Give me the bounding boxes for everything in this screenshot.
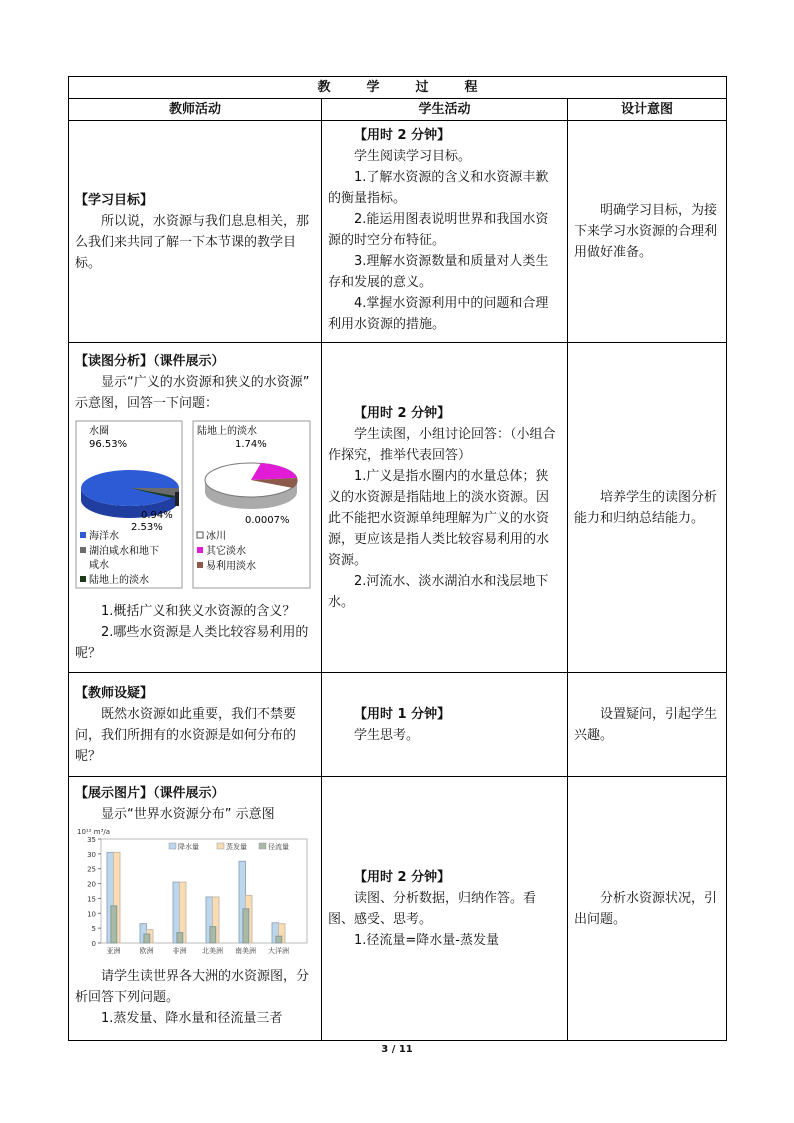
teacher-text: 显示“广义的水资源和狭义的水资源” 示意图，回答一下问题： <box>75 375 310 411</box>
x-tick-label: 亚洲 <box>106 947 121 955</box>
section-heading: 【教师设疑】 <box>75 685 154 701</box>
student-text: 1.广义是指水圈内的水量总体；狭义的水资源是指陆地上的淡水资源。因此不能把水资源单纯理解为广义的水资源，更应该是指人类比较容易利用的水资源。 <box>328 468 550 568</box>
legend-swatch <box>217 843 224 849</box>
student-text: 学生阅读学习目标。 <box>354 149 472 164</box>
teacher-text: 1.蒸发量、降水量和径流量三者 <box>101 1011 283 1026</box>
pie-left-title: 水圈 <box>89 426 109 437</box>
legend-swatch <box>80 547 86 553</box>
header-intent: 设计意图 <box>568 99 727 121</box>
teacher-cell <box>69 673 322 777</box>
x-tick-label: 大洋洲 <box>268 947 289 955</box>
pie-left-edge <box>175 492 179 506</box>
teacher-text: 既然水资源如此重要，我们不禁要问，我们所拥有的水资源是如何分布的呢？ <box>75 706 297 764</box>
legend-label: 其它淡水 <box>206 546 246 557</box>
teacher-text: 请学生读世界各大洲的水资源图，分析回答下列问题。 <box>75 969 310 1005</box>
x-tick-label: 非洲 <box>172 947 187 955</box>
bar-runoff <box>210 927 216 943</box>
header-student: 学生活动 <box>322 99 568 121</box>
student-text: 1.了解水资源的含义和水资源丰歉的衡量指标。 <box>328 170 549 206</box>
legend-label: 降水量 <box>178 843 199 851</box>
intent-cell <box>568 121 727 343</box>
intent-cell <box>568 777 727 1041</box>
y-tick-label: 20 <box>87 880 96 889</box>
legend-swatch <box>169 843 176 849</box>
legend-swatch <box>197 547 203 553</box>
section-heading: 【读图分析】（课件展示） <box>75 354 225 369</box>
page-number: 3 / 11 <box>381 1044 413 1055</box>
intent-cell <box>568 343 727 673</box>
student-cell <box>322 343 568 673</box>
title-char: 教 <box>317 80 331 95</box>
legend-swatch <box>80 532 86 538</box>
legend-swatch <box>80 576 86 582</box>
legend-label: 海洋水 <box>89 531 119 542</box>
bar-runoff <box>144 934 150 943</box>
x-tick-label: 南美洲 <box>235 947 256 955</box>
teacher-cell <box>69 121 322 343</box>
student-text: 学生思考。 <box>354 727 420 743</box>
legend-swatch <box>197 562 203 568</box>
bar-runoff <box>111 906 117 943</box>
legend-label: 蒸发量 <box>226 843 247 851</box>
time-heading: 【用时 2 分钟】 <box>354 869 451 885</box>
y-tick-label: 5 <box>91 925 96 934</box>
intent-text: 分析水资源状况，引出问题。 <box>574 890 718 927</box>
water-resource-pie-chart <box>75 420 315 597</box>
student-cell <box>322 673 568 777</box>
y-tick-label: 10 <box>87 910 96 919</box>
pie-right-small: 0.0007% <box>245 515 290 526</box>
teacher-cell <box>69 777 322 1041</box>
time-heading: 【用时 1 分钟】 <box>354 706 451 722</box>
y-tick-label: 25 <box>87 865 96 874</box>
student-text: 2.河流水、淡水湖泊水和浅层地下水。 <box>328 573 549 610</box>
page <box>68 76 726 1041</box>
title-char: 学 <box>366 80 380 95</box>
table-title <box>69 77 727 99</box>
student-text: 4.掌握水资源利用中的问题和合理利用水资源的措施。 <box>328 296 549 332</box>
pie-chart-svg <box>75 420 311 590</box>
student-text: 1.径流量=降水量-蒸发量 <box>354 932 499 948</box>
table-row <box>69 343 727 673</box>
y-tick-label: 15 <box>87 895 96 904</box>
legend-label: 易利用淡水 <box>206 561 256 572</box>
student-text: 学生读图，小组讨论回答：（小组合作探究，推举代表回答） <box>328 426 556 463</box>
bar-runoff <box>276 936 282 943</box>
pie-right-value: 1.74% <box>235 439 267 450</box>
legend-swatch <box>197 532 203 538</box>
student-cell <box>322 777 568 1041</box>
bar-runoff <box>177 933 183 943</box>
legend-label: 陆地上的淡水 <box>89 575 149 586</box>
intent-text: 设置疑问，引起学生兴趣。 <box>574 706 718 743</box>
legend-label-part: 湖泊咸水和地下 <box>89 546 159 557</box>
teacher-text: 所以说，水资源与我们息息相关，那么我们来共同了解一下本节课的教学目标。 <box>75 213 310 271</box>
table-row <box>69 121 727 343</box>
table-row <box>69 673 727 777</box>
intent-cell <box>568 673 727 777</box>
bar-runoff <box>243 909 249 943</box>
pie-left-value: 96.53% <box>89 439 128 450</box>
pie-left-small: 0.94% <box>141 510 173 521</box>
legend-label: 径流量 <box>268 843 289 851</box>
section-heading: 【学习目标】 <box>75 192 154 208</box>
intent-text: 培养学生的读图分析能力和归纳总结能力。 <box>574 489 718 526</box>
teacher-text: 显示“世界水资源分布” 示意图 <box>101 807 275 822</box>
intent-text: 明确学习目标，为接下来学习水资源的合理利用做好准备。 <box>574 203 718 260</box>
table-row <box>69 777 727 1041</box>
legend-label: 冰川 <box>206 531 226 542</box>
legend-swatch <box>259 843 266 849</box>
y-tick-label: 0 <box>91 940 96 948</box>
section-heading: 【展示图片】（课件展示） <box>75 786 225 801</box>
student-text: 读图、分析数据，归纳作答。看图、感受、思考。 <box>328 890 537 927</box>
student-text: 2.能运用图表说明世界和我国水资源的时空分布特征。 <box>328 212 549 248</box>
student-text: 3.理解水资源数量和质量对人类生存和发展的意义。 <box>328 254 549 290</box>
teacher-cell <box>69 343 322 673</box>
time-heading: 【用时 2 分钟】 <box>354 405 451 421</box>
pie-right-title: 陆地上的淡水 <box>197 426 257 437</box>
y-unit-label: 10¹² m³/a <box>77 828 111 836</box>
legend-label-part: 咸水 <box>89 560 109 571</box>
header-teacher: 教师活动 <box>69 99 322 121</box>
title-char: 程 <box>464 80 478 95</box>
lesson-table <box>68 76 727 1041</box>
pie-left-small: 2.53% <box>131 522 163 533</box>
x-tick-label: 北美洲 <box>202 947 223 955</box>
y-tick-label: 35 <box>87 836 96 844</box>
title-char: 过 <box>415 80 429 95</box>
x-tick-label: 欧洲 <box>139 947 154 955</box>
y-tick-label: 30 <box>87 850 96 859</box>
student-cell <box>322 121 568 343</box>
time-heading: 【用时 2 分钟】 <box>354 128 451 143</box>
question-text: 1.概括广义和狭义水资源的含义？ <box>101 604 296 619</box>
water-distribution-bar-chart <box>75 825 315 959</box>
question-text: 2.哪些水资源是人类比较容易利用的呢？ <box>75 625 309 661</box>
